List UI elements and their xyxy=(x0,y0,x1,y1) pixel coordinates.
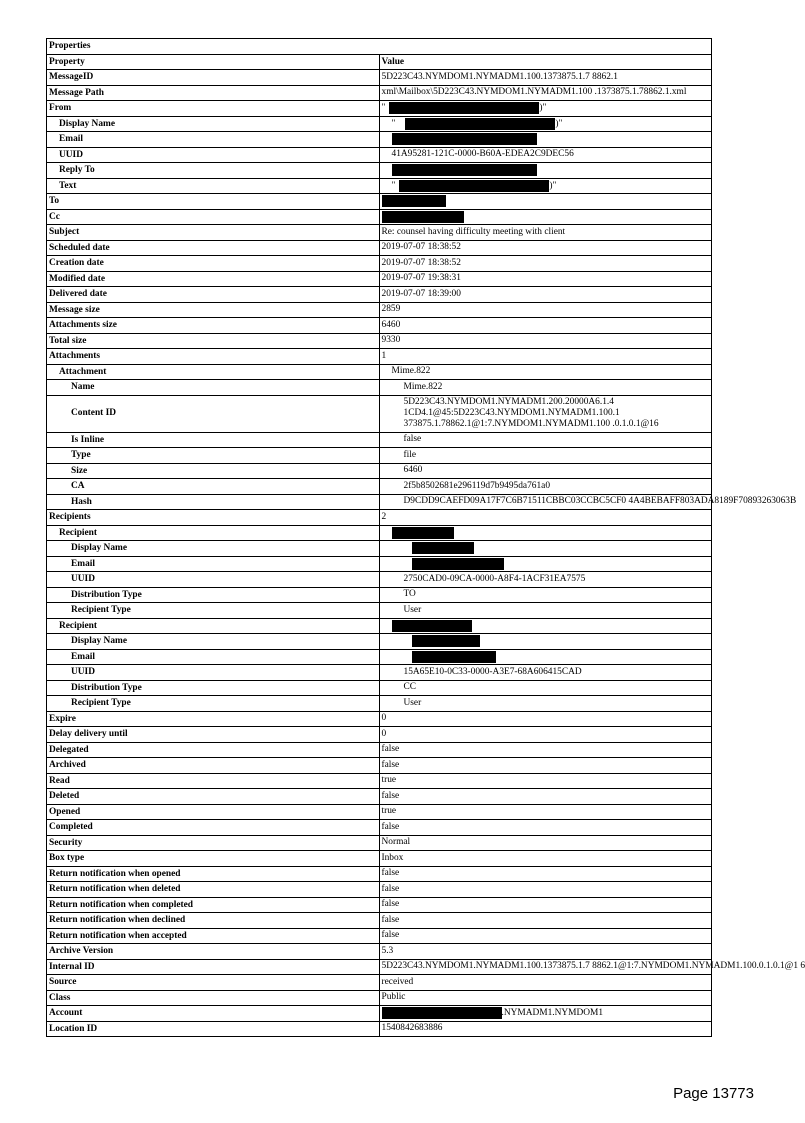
property-label: Recipient Type xyxy=(47,696,380,712)
property-value xyxy=(379,194,712,210)
table-row xyxy=(47,851,712,867)
redaction-bar xyxy=(389,102,539,114)
value-text: 2019-07-07 19:38:31 xyxy=(381,273,461,284)
property-value xyxy=(379,494,797,510)
property-label: CA xyxy=(47,479,380,495)
table-row xyxy=(47,101,712,117)
property-value xyxy=(379,928,712,944)
redaction-bar xyxy=(412,651,496,663)
table-row xyxy=(47,525,712,541)
property-value xyxy=(379,132,712,148)
table-row xyxy=(47,510,712,526)
value-column-header: Value xyxy=(379,54,712,70)
table-row xyxy=(47,727,712,743)
property-label: Class xyxy=(47,990,380,1006)
property-column-header: Property xyxy=(47,54,380,70)
property-value xyxy=(379,618,712,634)
table-row xyxy=(47,225,712,241)
value-text: 5D223C43.NYMDOM1.NYMADM1.100.1373875.1.7 8862.1 xyxy=(381,71,618,82)
property-value xyxy=(379,742,712,758)
value-text: Inbox xyxy=(381,852,404,863)
property-label: Source xyxy=(47,975,380,991)
property-label: Modified date xyxy=(47,271,380,287)
value-text: 5.3 xyxy=(381,945,394,956)
table-row xyxy=(47,913,712,929)
redaction-bar xyxy=(382,211,464,223)
table-row xyxy=(47,178,712,194)
value-text: 2 xyxy=(381,511,387,522)
property-label: UUID xyxy=(47,572,380,588)
value-text: D9CDD9CAEFD09A17F7C6B71511CBBC03CCBC5CF0 4A4BEBAFF803ADA8189F70893263063B xyxy=(403,496,797,507)
table-row xyxy=(47,603,712,619)
property-value xyxy=(379,649,712,665)
property-value xyxy=(379,804,712,820)
table-row xyxy=(47,395,712,432)
property-label: Attachments xyxy=(47,349,380,365)
property-value xyxy=(379,525,712,541)
property-value xyxy=(379,510,712,526)
value-text: false xyxy=(403,434,422,445)
property-value xyxy=(379,209,712,225)
property-label: UUID xyxy=(47,147,380,163)
property-label: Subject xyxy=(47,225,380,241)
property-value xyxy=(379,70,712,86)
table-row xyxy=(47,866,712,882)
property-label: Return notification when completed xyxy=(47,897,380,913)
table-row xyxy=(47,820,712,836)
property-value xyxy=(379,380,712,396)
value-text: 2019-07-07 18:38:52 xyxy=(381,242,461,253)
table-row xyxy=(47,85,712,101)
property-label: To xyxy=(47,194,380,210)
property-label: Cc xyxy=(47,209,380,225)
property-value xyxy=(379,990,712,1006)
property-value xyxy=(379,634,712,650)
value-text: true xyxy=(381,775,397,786)
table-row xyxy=(47,758,712,774)
table-row xyxy=(47,572,712,588)
table-row xyxy=(47,194,712,210)
redaction-bar xyxy=(392,133,537,145)
property-value xyxy=(379,163,712,179)
property-value xyxy=(379,882,712,898)
value-text: Re: counsel having difficulty meeting with client xyxy=(381,226,566,237)
value-text: " xyxy=(381,103,386,114)
property-label: Type xyxy=(47,448,380,464)
table-row xyxy=(47,742,712,758)
table-row xyxy=(47,302,712,318)
property-label: Expire xyxy=(47,711,380,727)
redaction-bar xyxy=(382,195,446,207)
property-value xyxy=(379,240,712,256)
property-label: Archived xyxy=(47,758,380,774)
property-label: Return notification when declined xyxy=(47,913,380,929)
property-value xyxy=(379,711,712,727)
table-row xyxy=(47,479,712,495)
property-value xyxy=(379,665,712,681)
property-label: Completed xyxy=(47,820,380,836)
property-label: Box type xyxy=(47,851,380,867)
value-text: Normal xyxy=(381,837,411,848)
property-value xyxy=(379,147,712,163)
property-value xyxy=(379,287,712,303)
property-value xyxy=(379,773,712,789)
property-label: Reply To xyxy=(47,163,380,179)
table-title-row xyxy=(47,39,712,55)
value-text: 41A95281-121C-0000-B60A-EDEA2C9DEC56 xyxy=(391,149,574,160)
value-text: 5D223C43.NYMDOM1.NYMADM1.200.20000A6.1.4 1CD4.1@45:5D223C43.NYMDOM1.NYMADM1.100.1 373875.1.78862.1@1:7.NYMDOM1.NYMADM1.100 .0.1.0.1@16 xyxy=(403,396,659,430)
property-label: Hash xyxy=(47,494,380,510)
table-row xyxy=(47,163,712,179)
table-row xyxy=(47,975,712,991)
table-row xyxy=(47,789,712,805)
property-label: UUID xyxy=(47,665,380,681)
table-row xyxy=(47,333,712,349)
property-value xyxy=(379,835,712,851)
value-text: false xyxy=(381,744,400,755)
property-value xyxy=(379,333,712,349)
property-label: Scheduled date xyxy=(47,240,380,256)
property-value xyxy=(379,897,712,913)
value-suffix: )" xyxy=(539,103,547,114)
value-text: 0 xyxy=(381,728,387,739)
property-label: Display Name xyxy=(47,541,380,557)
table-row xyxy=(47,70,712,86)
property-value xyxy=(379,959,805,975)
table-row xyxy=(47,665,712,681)
redaction-bar xyxy=(392,620,472,632)
property-value xyxy=(379,318,712,334)
property-label: Return notification when deleted xyxy=(47,882,380,898)
value-text: 6460 xyxy=(381,319,401,330)
value-text: 2750CAD0-09CA-0000-A8F4-1ACF31EA7575 xyxy=(403,573,586,584)
property-value xyxy=(379,463,712,479)
value-text: 2019-07-07 18:38:52 xyxy=(381,257,461,268)
property-value xyxy=(379,1006,712,1022)
value-text: received xyxy=(381,976,414,987)
property-label: Recipient xyxy=(47,618,380,634)
property-label: Recipients xyxy=(47,510,380,526)
property-value xyxy=(379,364,712,380)
redaction-bar xyxy=(392,164,537,176)
property-value xyxy=(379,85,712,101)
value-suffix: .NYMADM1.NYMDOM1 xyxy=(501,1008,604,1019)
table-title: Properties xyxy=(47,39,712,55)
property-value xyxy=(379,603,712,619)
property-label: Display Name xyxy=(47,634,380,650)
property-label: Total size xyxy=(47,333,380,349)
value-text: 5D223C43.NYMDOM1.NYMADM1.100.1373875.1.7 8862.1@1:7.NYMDOM1.NYMADM1.100.0.1.0.1@1 6 xyxy=(381,961,805,972)
property-label: Name xyxy=(47,380,380,396)
value-text: 2f5b8502681e296119d7b9495da761a0 xyxy=(403,480,551,491)
property-value xyxy=(379,944,712,960)
table-row xyxy=(47,380,712,396)
value-text: xml\Mailbox\5D223C43.NYMDOM1.NYMADM1.100 .1373875.1.78862.1.xml xyxy=(381,87,687,98)
property-value xyxy=(379,556,712,572)
value-text: Public xyxy=(381,992,406,1003)
redaction-bar xyxy=(412,542,474,554)
property-value xyxy=(379,271,712,287)
property-label: Content ID xyxy=(47,395,380,432)
table-row xyxy=(47,349,712,365)
value-text: Mime.822 xyxy=(391,366,431,377)
value-text: 9330 xyxy=(381,335,401,346)
property-value xyxy=(379,101,712,117)
property-label: Delivered date xyxy=(47,287,380,303)
property-value xyxy=(379,349,712,365)
table-row xyxy=(47,271,712,287)
value-text: 1540842683886 xyxy=(381,1023,443,1034)
property-label: Location ID xyxy=(47,1021,380,1037)
table-row xyxy=(47,634,712,650)
table-row xyxy=(47,318,712,334)
property-label: Recipient xyxy=(47,525,380,541)
property-value xyxy=(379,913,712,929)
table-row xyxy=(47,256,712,272)
property-value xyxy=(379,479,712,495)
property-label: Recipient Type xyxy=(47,603,380,619)
properties-table xyxy=(46,38,805,1037)
table-row xyxy=(47,116,712,132)
redaction-bar xyxy=(392,527,454,539)
property-value xyxy=(379,395,712,432)
value-text: false xyxy=(381,821,400,832)
table-row xyxy=(47,696,712,712)
property-label: Message size xyxy=(47,302,380,318)
table-row xyxy=(47,882,712,898)
table-row xyxy=(47,240,712,256)
property-value xyxy=(379,696,712,712)
value-text: " xyxy=(391,180,396,191)
value-text: User xyxy=(403,697,422,708)
property-label: Return notification when opened xyxy=(47,866,380,882)
header-row xyxy=(47,54,712,70)
value-text: Mime.822 xyxy=(403,381,443,392)
property-label: Account xyxy=(47,1006,380,1022)
value-suffix: )" xyxy=(549,180,557,191)
property-label: Email xyxy=(47,556,380,572)
table-row xyxy=(47,364,712,380)
value-text: false xyxy=(381,899,400,910)
table-row xyxy=(47,556,712,572)
property-value xyxy=(379,178,712,194)
table-row xyxy=(47,463,712,479)
property-value xyxy=(379,432,712,448)
value-text: 1 xyxy=(381,350,387,361)
value-text: " xyxy=(391,118,396,129)
table-row xyxy=(47,773,712,789)
redaction-bar xyxy=(399,180,549,192)
table-row xyxy=(47,147,712,163)
property-label: Text xyxy=(47,178,380,194)
property-label: Distribution Type xyxy=(47,587,380,603)
table-row xyxy=(47,944,712,960)
property-label: Message Path xyxy=(47,85,380,101)
value-text: TO xyxy=(403,589,416,600)
value-text: true xyxy=(381,806,397,817)
table-row xyxy=(47,990,712,1006)
table-row xyxy=(47,1006,712,1022)
table-row xyxy=(47,209,712,225)
table-row xyxy=(47,1021,712,1037)
value-text: 6460 xyxy=(403,465,423,476)
property-label: Email xyxy=(47,649,380,665)
value-text: file xyxy=(403,449,416,460)
table-row xyxy=(47,618,712,634)
property-label: MessageID xyxy=(47,70,380,86)
property-label: Attachments size xyxy=(47,318,380,334)
value-text: false xyxy=(381,883,400,894)
property-value xyxy=(379,225,712,241)
table-row xyxy=(47,541,712,557)
property-label: Creation date xyxy=(47,256,380,272)
property-label: Is Inline xyxy=(47,432,380,448)
property-label: Deleted xyxy=(47,789,380,805)
value-text: false xyxy=(381,759,400,770)
property-value xyxy=(379,789,712,805)
table-row xyxy=(47,432,712,448)
value-text: 2859 xyxy=(381,304,401,315)
table-row xyxy=(47,680,712,696)
property-label: Read xyxy=(47,773,380,789)
property-value xyxy=(379,587,712,603)
table-row xyxy=(47,448,712,464)
property-value xyxy=(379,975,712,991)
property-label: Delegated xyxy=(47,742,380,758)
value-text: 15A65E10-0C33-0000-A3E7-68A606415CAD xyxy=(403,666,582,677)
value-text: false xyxy=(381,930,400,941)
property-value xyxy=(379,116,712,132)
property-label: Internal ID xyxy=(47,959,380,975)
property-value xyxy=(379,851,712,867)
table-row xyxy=(47,494,712,510)
property-label: Security xyxy=(47,835,380,851)
value-text: false xyxy=(381,868,400,879)
property-value xyxy=(379,680,712,696)
table-row xyxy=(47,132,712,148)
table-row xyxy=(47,804,712,820)
property-label: Opened xyxy=(47,804,380,820)
table-row xyxy=(47,711,712,727)
property-value xyxy=(379,727,712,743)
property-label: Distribution Type xyxy=(47,680,380,696)
table-row xyxy=(47,587,712,603)
redaction-bar xyxy=(412,635,480,647)
value-text: CC xyxy=(403,682,417,693)
property-label: Return notification when accepted xyxy=(47,928,380,944)
property-value xyxy=(379,572,712,588)
value-suffix: )" xyxy=(555,118,563,129)
table-row xyxy=(47,897,712,913)
property-label: Attachment xyxy=(47,364,380,380)
property-label: Archive Version xyxy=(47,944,380,960)
table-row xyxy=(47,649,712,665)
property-label: Size xyxy=(47,463,380,479)
property-value xyxy=(379,866,712,882)
property-value xyxy=(379,1021,712,1037)
property-value xyxy=(379,541,712,557)
value-text: false xyxy=(381,790,400,801)
property-label: Display Name xyxy=(47,116,380,132)
value-text: 0 xyxy=(381,713,387,724)
table-row xyxy=(47,287,712,303)
property-value xyxy=(379,758,712,774)
property-label: From xyxy=(47,101,380,117)
page-number: Page 13773 xyxy=(673,1085,754,1102)
value-text: false xyxy=(381,914,400,925)
table-row xyxy=(47,959,712,975)
property-value xyxy=(379,256,712,272)
property-label: Delay delivery until xyxy=(47,727,380,743)
table-row xyxy=(47,835,712,851)
property-value xyxy=(379,820,712,836)
redaction-bar xyxy=(405,118,555,130)
property-value xyxy=(379,448,712,464)
redaction-bar xyxy=(412,558,504,570)
property-label: Email xyxy=(47,132,380,148)
property-value xyxy=(379,302,712,318)
redaction-bar xyxy=(382,1007,502,1019)
value-text: User xyxy=(403,604,422,615)
value-text: 2019-07-07 18:39:00 xyxy=(381,288,461,299)
table-row xyxy=(47,928,712,944)
